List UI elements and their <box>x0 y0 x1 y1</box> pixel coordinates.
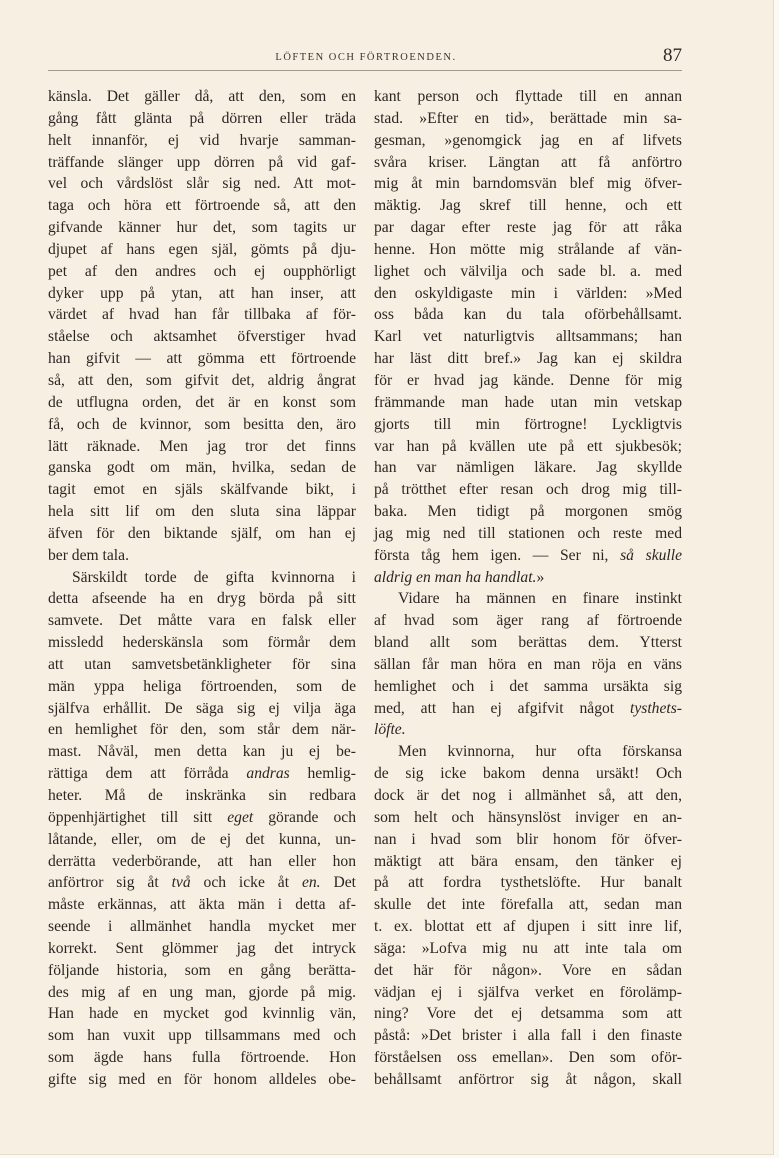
line-text: han gifvit — att gömma ett förtroende <box>48 350 356 368</box>
text-line <box>374 588 682 610</box>
line-text: gifvande känner hur det, som tagits ur <box>48 219 356 237</box>
line-text: hemlig- <box>289 765 356 783</box>
line-text: den oskyldigaste min i världen: »Med <box>374 284 682 302</box>
emphasis-text: aldrig en man ha handlat. <box>374 568 537 586</box>
line-text: säga: »Lofva mig nu att inte tala om <box>374 939 682 957</box>
line-text: Karl vet naturligtvis alltsammans; han <box>374 328 682 346</box>
line-text: låtande, eller, om de ej det kunna, un- <box>48 830 356 848</box>
line-text: henne. Hon mötte mig strålande af vän- <box>374 240 682 258</box>
running-title: LÖFTEN OCH FÖRTROENDEN. <box>275 52 457 63</box>
line-text: gång fått glänta på dörren eller träda <box>48 109 356 127</box>
text-line <box>48 1003 356 1025</box>
text-line <box>48 960 356 982</box>
line-text: t. ex. blottat ett af djupen i sitt inre lif, <box>374 918 682 936</box>
text-line <box>48 719 356 741</box>
text-line <box>48 1047 356 1069</box>
line-text: korrekt. Sent glömmer jag det intryck <box>48 939 356 957</box>
emphasis-text: två <box>171 874 191 892</box>
text-line <box>48 610 356 632</box>
text-line <box>374 938 682 960</box>
line-text: rättiga dem att förråda <box>48 765 247 783</box>
right-column <box>374 86 682 1091</box>
text-line <box>374 370 682 392</box>
line-text: nan i hvad som blir honom för öfver- <box>374 830 682 848</box>
line-text: en hemlighet för den, som står dem när- <box>48 721 356 739</box>
text-line <box>374 763 682 785</box>
emphasis-text: tysthets- <box>630 699 682 717</box>
text-line <box>48 545 356 567</box>
emphasis-text: andras <box>246 765 290 783</box>
line-text: djupet af hans egen själ, gömts på dju- <box>48 240 356 258</box>
text-line <box>374 807 682 829</box>
line-text: lighet och välvilja och sade bl. a. med <box>374 262 682 280</box>
text-line <box>48 523 356 545</box>
line-text: Särskildt torde de gifta kvinnorna i <box>72 568 356 586</box>
line-text: ber dem tala. <box>48 546 129 564</box>
line-text: hela sitt lif om den sluta sina läppar <box>48 503 356 521</box>
line-text: ganska godt om män, hvilka, sedan de <box>48 459 356 477</box>
line-text: som ägde hans fulla förtroende. Hon <box>48 1049 356 1067</box>
line-text: han var nämligen läkare. Jag skyllde <box>374 459 682 477</box>
text-line <box>374 545 682 567</box>
text-line <box>48 588 356 610</box>
line-text: förståelsen oss emellan». Den som oför- <box>374 1049 682 1067</box>
line-text: detta afseende ha en dryg börda på sitt <box>48 590 356 608</box>
text-line <box>374 785 682 807</box>
text-line <box>374 130 682 152</box>
text-line <box>48 130 356 152</box>
line-text: bland allt som berättas dem. Ytterst <box>374 634 682 652</box>
emphasis-text: eget <box>227 808 254 826</box>
line-text: heter. Må de inskränka sin redbara <box>48 787 356 804</box>
line-text: kant person och flyttade till en annan <box>374 88 682 105</box>
text-line <box>48 392 356 414</box>
line-text: öppenhjärtighet till sitt <box>48 808 228 826</box>
text-line <box>374 479 682 501</box>
line-text: seende i allmänhet handla mycket mer <box>48 918 356 936</box>
left-column <box>48 86 356 1091</box>
text-line <box>374 741 682 763</box>
line-text: missledd hederskänsla som förmår dem <box>48 634 356 652</box>
line-text: Han hade en mycket god kvinnlig vän, <box>48 1005 356 1023</box>
text-line <box>48 785 356 807</box>
line-text: taga och höra ett förtroende så, att den <box>48 197 356 215</box>
line-text: gifte sig med en för honom alldeles obe- <box>48 1070 356 1088</box>
text-line <box>374 173 682 195</box>
line-text: att utan samvetsbetänkligheter för sina <box>48 655 356 673</box>
text-line <box>48 676 356 698</box>
line-text: få, och de kvinnor, som besitta den, äro <box>48 415 356 433</box>
line-text: de utflugna orden, det är en konst som <box>48 393 356 411</box>
text-line <box>48 479 356 501</box>
text-line <box>48 239 356 261</box>
line-text: det här för någon». Vore en sådan <box>374 961 682 979</box>
line-text: har läst ditt bref.» Jag kan ej skildra <box>374 350 682 368</box>
text-line <box>374 676 682 698</box>
text-line <box>48 982 356 1004</box>
text-line <box>374 436 682 458</box>
line-text: baka. Men tidigt på morgonen smög <box>374 503 682 521</box>
text-line <box>374 1047 682 1069</box>
text-line <box>374 698 682 720</box>
text-line <box>48 173 356 195</box>
page-number: 87 <box>663 45 682 66</box>
line-text: ning? Vore det ej detsamma som att <box>374 1005 682 1023</box>
line-text: och icke åt <box>190 874 302 892</box>
line-text: behållsamt anförtror sig åt någon, skall <box>374 1070 682 1088</box>
line-text: mäktig. Jag skref till henne, och ett <box>374 197 682 215</box>
line-text: känsla. Det gäller då, att den, som en <box>48 88 356 105</box>
line-text: sällan får man höra en man röja en väns <box>374 655 682 673</box>
text-line <box>374 610 682 632</box>
line-text: främmande man hade utan min vetskap <box>374 393 682 411</box>
text-line <box>374 1025 682 1047</box>
line-text: Vidare ha männen en finare instinkt <box>398 590 682 608</box>
line-text: vädjan ej i själfva verket en förolämp- <box>374 983 682 1001</box>
line-text: tagit emot en själs skälfvande bikt, i <box>48 481 356 499</box>
text-line <box>48 326 356 348</box>
line-text: följande historia, som en gång berätta- <box>48 961 356 979</box>
text-line <box>374 872 682 894</box>
text-line <box>374 86 682 108</box>
line-text: som helt och hänsynslöst inviger en an- <box>374 808 682 826</box>
line-text: görande och <box>253 808 356 826</box>
text-line <box>374 1003 682 1025</box>
text-line <box>374 982 682 1004</box>
text-line <box>48 86 356 108</box>
text-line <box>374 894 682 916</box>
line-text: des mig af en ung man, gjorde på mig. <box>48 983 356 1001</box>
text-line <box>48 938 356 960</box>
text-line <box>48 654 356 676</box>
line-text: påstå: »Det brister i alla fall i den finaste <box>374 1027 682 1045</box>
line-text: första tåg hem igen. — Ser ni, <box>374 546 621 564</box>
line-text: hemlighet och i det samma ursäkta sig <box>374 677 682 695</box>
emphasis-text: så skulle <box>620 546 682 564</box>
text-line <box>374 239 682 261</box>
text-line <box>374 501 682 523</box>
line-text: skulle det inte förefalla att, sedan man <box>374 896 682 914</box>
line-text: oss båda kan du tala oförbehållsamt. <box>374 306 682 324</box>
text-line <box>48 807 356 829</box>
line-text: ståelse och aktsamhet öfverstiger hvad <box>48 328 356 346</box>
line-text: vel och vårdslöst slår sig ned. Att mot- <box>48 175 356 193</box>
line-text: de sig icke bakom denna ursäkt! Och <box>374 765 682 783</box>
text-line <box>374 851 682 873</box>
line-text: af hvad som äger rang af förtroende <box>374 612 682 630</box>
text-line <box>374 916 682 938</box>
text-line <box>48 348 356 370</box>
text-line <box>374 960 682 982</box>
line-text: » <box>536 568 545 586</box>
text-line <box>374 283 682 305</box>
line-text: gesman, »genomgick jag en af lifvets <box>374 131 682 149</box>
line-text: var han på kvällen ute på ett sjukbesök; <box>374 437 682 455</box>
line-text: mast. Nåväl, men detta kan ju ej be- <box>48 743 356 761</box>
line-text: lätt räknade. Men jag tror det finns <box>48 437 356 455</box>
line-text: träffande slänger upp dörren på vid gaf- <box>48 153 356 171</box>
text-line <box>48 152 356 174</box>
text-line <box>374 304 682 326</box>
line-text: äfven för den biktande själf, om han ej <box>48 524 356 542</box>
text-line <box>48 501 356 523</box>
text-line <box>48 283 356 305</box>
line-text: för er hvad jag kände. Denne för mig <box>374 371 682 389</box>
text-line <box>374 654 682 676</box>
text-line <box>374 457 682 479</box>
text-line <box>48 894 356 916</box>
text-line <box>48 457 356 479</box>
text-line <box>48 261 356 283</box>
line-text: så, att den, som gifvit det, aldrig ångrat <box>48 371 356 389</box>
line-text: stad. »Efter en tid», berättade min sa- <box>374 109 682 127</box>
text-line <box>374 326 682 348</box>
line-text: svåra kriser. Längtan att få anförtro <box>374 153 682 171</box>
header-rule <box>48 70 682 71</box>
text-line <box>48 851 356 873</box>
emphasis-text: löfte. <box>374 721 406 739</box>
text-line <box>374 829 682 851</box>
line-text: jag mig ned till stationen och reste med <box>374 524 682 542</box>
text-line <box>48 763 356 785</box>
text-line <box>374 392 682 414</box>
line-text: måste erkännas, att äkta män i detta af- <box>48 896 356 914</box>
text-line <box>374 348 682 370</box>
line-text: Det <box>320 874 356 892</box>
text-line <box>374 152 682 174</box>
text-line <box>48 1069 356 1091</box>
line-text: värdet af hvad han får tillbaka af för- <box>48 306 356 324</box>
line-text: med, att han ej afgifvit något <box>374 699 631 717</box>
text-line <box>374 567 682 589</box>
text-line <box>48 414 356 436</box>
line-text: som han vuxit upp tillsammans med och <box>48 1027 356 1045</box>
text-line <box>48 632 356 654</box>
text-line <box>374 523 682 545</box>
line-text: gjorts till min förtrogne! Lyckligtvis <box>374 415 682 433</box>
text-line <box>374 719 682 741</box>
text-line <box>48 436 356 458</box>
emphasis-text: en. <box>301 874 321 892</box>
text-line <box>48 698 356 720</box>
text-line <box>374 195 682 217</box>
text-line <box>374 108 682 130</box>
line-text: mäktigt att bära ensam, den tänker ej <box>374 852 682 870</box>
line-text: män yppa heliga förtroenden, som de <box>48 677 356 695</box>
text-line <box>48 872 356 894</box>
line-text: par dagar efter reste jag för att råka <box>374 219 682 237</box>
text-line <box>374 1069 682 1091</box>
line-text: anförtror sig åt <box>48 874 172 892</box>
line-text: dock är det nog i allmänhet så, att den, <box>374 787 682 804</box>
line-text: dyker upp på ytan, att han inser, att <box>48 284 356 302</box>
line-text: samvete. Det måtte vara en falsk eller <box>48 612 356 630</box>
text-line <box>48 195 356 217</box>
text-line <box>48 217 356 239</box>
text-line <box>48 108 356 130</box>
line-text: på trötthet efter resan och drog mig till- <box>374 481 682 499</box>
line-text: mig åt min barndomsvän blef mig öfver- <box>374 175 682 193</box>
text-line <box>48 741 356 763</box>
text-line <box>48 916 356 938</box>
line-text: helt innanför, ej vid hvarje samman- <box>48 131 356 149</box>
text-line <box>48 370 356 392</box>
text-line <box>48 1025 356 1047</box>
text-line <box>374 414 682 436</box>
line-text: på att fordra tysthetslöfte. Hur banalt <box>374 874 682 892</box>
text-line <box>374 217 682 239</box>
text-line <box>374 632 682 654</box>
line-text: själfva erhållit. De säga sig ej vilja äga <box>48 699 356 717</box>
text-line <box>374 261 682 283</box>
line-text: pet af den andres och ej oupphörligt <box>48 262 356 280</box>
line-text: derrätta vederbörande, att han eller hon <box>48 852 356 870</box>
text-line <box>48 304 356 326</box>
text-line <box>48 567 356 589</box>
line-text: Men kvinnorna, hur ofta förskansa <box>398 743 682 761</box>
text-line <box>48 829 356 851</box>
